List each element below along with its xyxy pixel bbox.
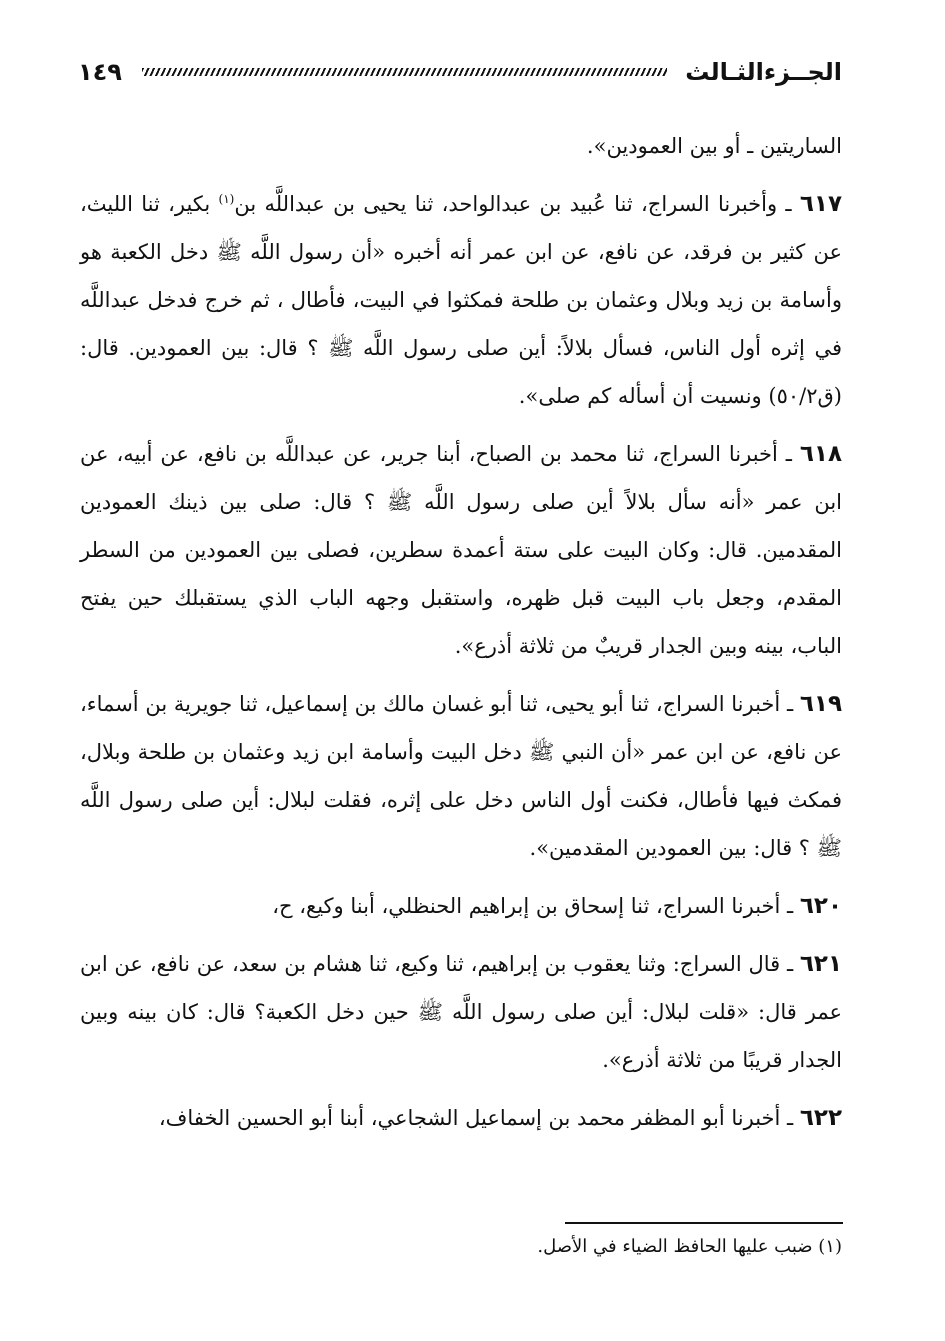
hadith-paragraph-618 xyxy=(80,430,842,670)
hadith-paragraph-620 xyxy=(80,882,842,930)
page-number: ١٤٩ xyxy=(78,58,122,86)
paragraph-continuation xyxy=(80,122,842,170)
paragraph-text: ـ أخبرنا السراج، ثنا أبو يحيى، ثنا أبو غسان مالك بن إسماعيل، ثنا جويرية بن أسماء، عن نافع، عن ابن عمر «أن النبي ﷺ دخل البيت وأسامة ابن زيد وعثمان بن طلحة وبلال، فمكث فيها فأطال، فكنت أول الناس دخل على إثره، فقلت لبلال: أين صلى رسول اللَّه ﷺ ؟ قال: بين العمودين المقدمين». xyxy=(80,692,842,860)
paragraph-text: ـ أخبرنا السراج، ثنا محمد بن الصباح، أبنا جرير، عن عبداللَّه بن نافع، عن أبيه، عن ابن عمر «أنه سأل بلالاً أين صلى رسول اللَّه ﷺ ؟ قال: صلى بين ذينك العمودين المقدمين. قال: وكان البيت على ستة أعمدة سطرين، فصلى بين العمودين من السطر المقدم، وجعل باب البيت قبل ظهره، واستقبل وجهه الباب الذي يستقبلك حين يفتح الباب، بينه وبين الجدار قريبٌ من ثلاثة أذرع». xyxy=(80,442,842,658)
hadith-number: ٦٢١ xyxy=(799,951,842,977)
hadith-number: ٦١٧ xyxy=(799,191,842,217)
running-title: الجــزءالثـالث xyxy=(685,58,842,86)
footnote-reference: (١) xyxy=(218,192,235,206)
main-text xyxy=(80,122,842,1142)
hadith-number: ٦٢٢ xyxy=(799,1105,842,1131)
paragraph-text: الساريتين ـ أو بين العمودين». xyxy=(586,134,842,158)
header-ornamental-rule xyxy=(142,68,667,76)
footnote-separator xyxy=(565,1222,843,1224)
footnote xyxy=(80,1230,842,1264)
hadith-number: ٦١٩ xyxy=(799,691,842,717)
paragraph-text: ـ وأخبرنا السراج، ثنا عُبيد بن عبدالواحد، ثنا يحيى بن عبداللَّه بن xyxy=(234,192,800,216)
paragraph-text: ـ أخبرنا السراج، ثنا إسحاق بن إبراهيم الحنظلي، أبنا وكيع، ح، xyxy=(272,894,800,918)
footnote-text: (١) ضبب عليها الحافظ الضياء في الأصل. xyxy=(537,1236,842,1257)
hadith-paragraph-621 xyxy=(80,940,842,1084)
paragraph-text: ـ قال السراج: وثنا يعقوب بن إبراهيم، ثنا وكيع، ثنا هشام بن سعد، عن نافع، عن ابن عمر قال: «قلت لبلال: أين صلى رسول اللَّه ﷺ حين دخل الكعبة؟ قال: كان بينه وبين الجدار قريبًا من ثلاثة أذرع». xyxy=(80,952,842,1072)
hadith-number: ٦١٨ xyxy=(799,441,842,467)
hadith-paragraph-617 xyxy=(80,180,842,420)
paragraph-text: ـ أخبرنا أبو المظفر محمد بن إسماعيل الشجاعي، أبنا أبو الحسين الخفاف، xyxy=(158,1106,800,1130)
hadith-paragraph-622 xyxy=(80,1094,842,1142)
hadith-number: ٦٢٠ xyxy=(799,893,842,919)
page-header xyxy=(78,52,842,92)
hadith-paragraph-619 xyxy=(80,680,842,872)
paragraph-text-continued: بكير، ثنا الليث، عن كثير بن فرقد، عن نافع، عن ابن عمر أنه أخبره «أن رسول اللَّه ﷺ دخل الكعبة هو وأسامة بن زيد وبلال وعثمان بن طلحة فمكثوا في البيت، فأطال ، ثم خرج فدخل عبداللَّه في إثره أول الناس، فسأل بلالاً: أين صلى رسول اللَّه ﷺ ؟ قال: بين العمودين. قال: (ق٥٠/٢) ونسيت أن أسأله كم صلى». xyxy=(80,192,842,408)
